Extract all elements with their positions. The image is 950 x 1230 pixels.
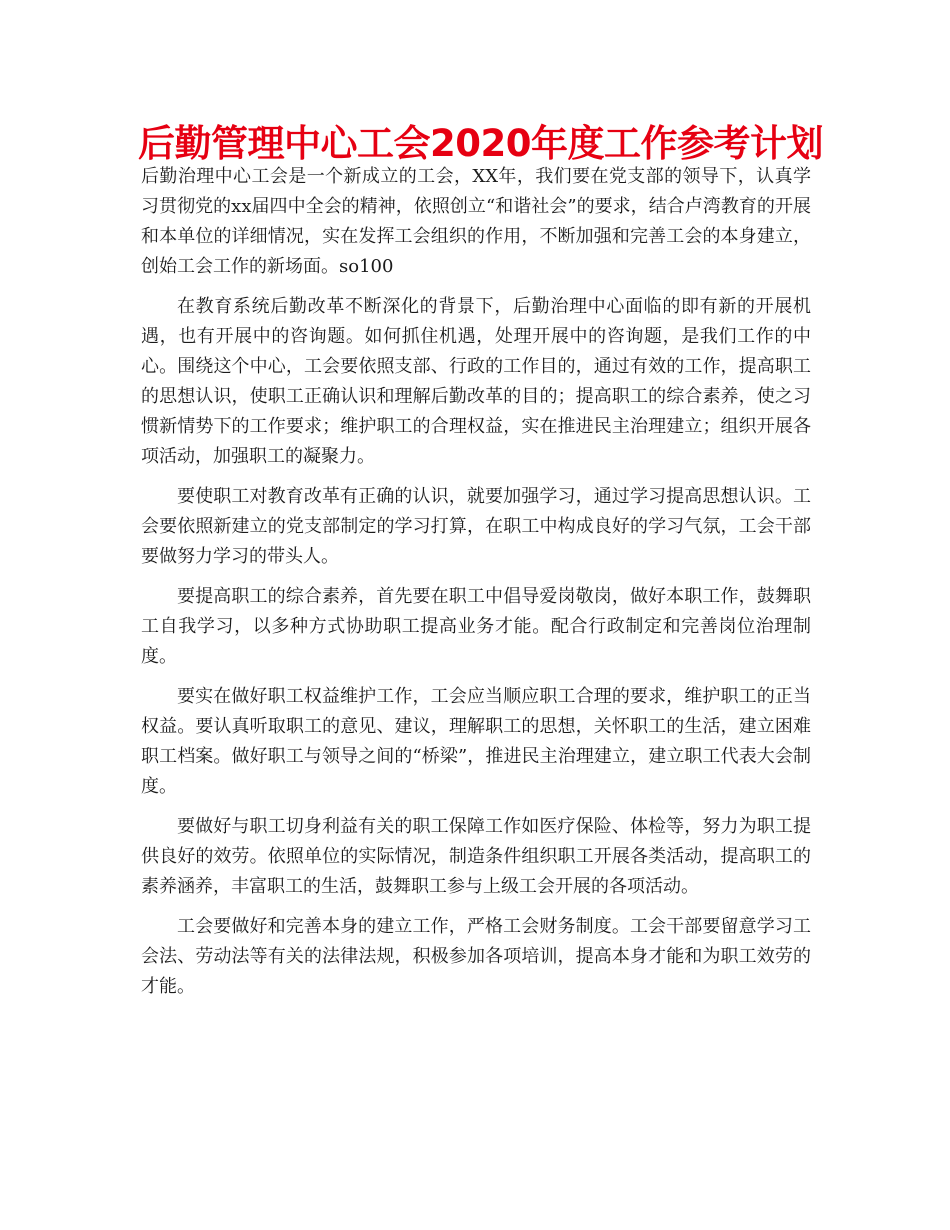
paragraph-rights: 要实在做好职工权益维护工作，工会应当顺应职工合理的要求，维护职工的正当权益。要认真听取职工的意见、建议，理解职工的思想，关怀职工的生活，建立困难职工档案。做好职工与领导之间的“桥梁”，推进民主治理建立，建立职工代表大会制度。 <box>141 686 811 797</box>
document-title: 后勤管理中心工会2020年度工作参考计划 <box>138 122 823 165</box>
paragraph-study: 要使职工对教育改革有正确的认识，就要加强学习，通过学习提高思想认识。工会要依照新建立的党支部制定的学习打算，在职工中构成良好的学习气氛，工会干部要做努力学习的带头人。 <box>141 486 811 567</box>
document-body <box>141 162 811 1002</box>
paragraph-intro: 后勤治理中心工会是一个新成立的工会，XX年，我们要在党支部的领导下，认真学习贯彻党的xx届四中全会的精神，依照创立“和谐社会”的要求，结合卢湾教育的开展和本单位的详细情况，实在发挥工会组织的作用，不断加强和完善工会的本身建立，创始工会工作的新场面。so100 <box>141 166 811 277</box>
paragraph-self-building: 工会要做好和完善本身的建立工作，严格工会财务制度。工会干部要留意学习工会法、劳动法等有关的法律法规，积极参加各项培训，提高本身才能和为职工效劳的才能。 <box>141 916 811 997</box>
paragraph-welfare: 要做好与职工切身利益有关的职工保障工作如医疗保险、体检等，努力为职工提供良好的效劳。依照单位的实际情况，制造条件组织职工开展各类活动，提高职工的素养涵养，丰富职工的生活，鼓舞职工参与上级工会开展的各项活动。 <box>141 816 811 897</box>
paragraph-quality: 要提高职工的综合素养，首先要在职工中倡导爱岗敬岗，做好本职工作，鼓舞职工自我学习，以多种方式协助职工提高业务才能。配合行政制定和完善岗位治理制度。 <box>141 586 811 667</box>
paragraph-background: 在教育系统后勤改革不断深化的背景下，后勤治理中心面临的即有新的开展机遇，也有开展中的咨询题。如何抓住机遇，处理开展中的咨询题，是我们工作的中心。围绕这个中心，工会要依照支部、行政的工作目的，通过有效的工作，提高职工的思想认识，使职工正确认识和理解后勤改革的目的；提高职工的综合素养，使之习惯新情势下的工作要求；维护职工的合理权益，实在推进民主治理建立；组织开展各项活动，加强职工的凝聚力。 <box>141 296 811 467</box>
